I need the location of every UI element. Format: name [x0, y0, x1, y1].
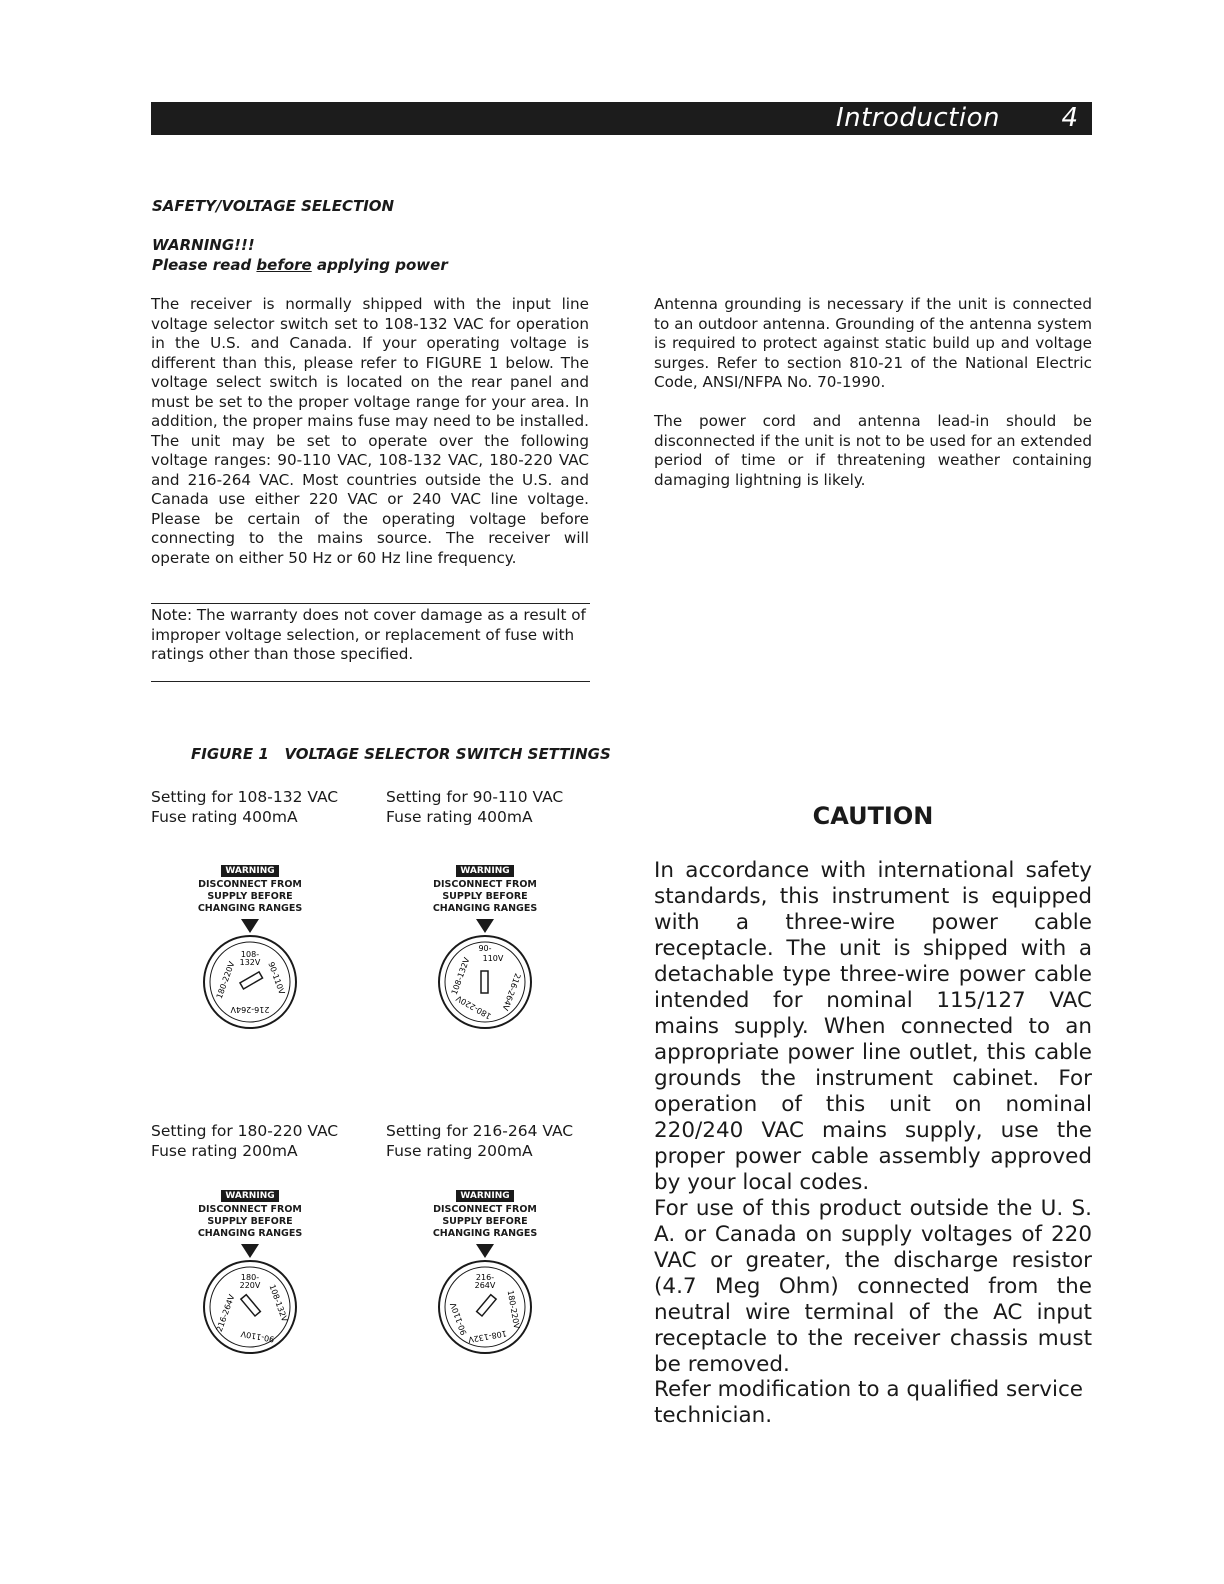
dial-label-left: 90-110V: [448, 1301, 469, 1337]
switch-slot: [477, 1295, 497, 1316]
dial-label-right: 180-220V: [505, 1289, 522, 1330]
selector-switch: [200, 1242, 300, 1354]
caution-paragraph-1: In accordance with international safety standards, this instrument is equipped with a three-wire power cable receptacle. The unit is shipped with a detachable type three-wire power cable intended for nominal 115/127 VAC mains supply. When connected to an appropriate power line outlet, this cable grounds the instrument cabinet. For operation of this unit on nominal 220/240 VAC mains supply, use the proper power cable assembly approved by your local codes.: [654, 858, 1092, 1195]
warning-line: DISCONNECT FROM: [433, 1204, 537, 1215]
voltage-dial-4: [415, 1190, 555, 1354]
switch-slot: [481, 971, 488, 993]
dial-label-left: 216-264V: [214, 1293, 237, 1333]
dial-label-top: 90-: [478, 944, 492, 953]
warning-line: DISCONNECT FROM: [433, 879, 537, 890]
warning-sub-suffix: applying power: [311, 256, 448, 274]
header-title: Introduction: [835, 103, 1000, 133]
caution-paragraph-3: Refer modification to a qualified service technician.: [654, 1377, 1084, 1428]
note-top-rule: [151, 603, 590, 604]
note-bottom-rule: [151, 681, 590, 682]
warning-line: CHANGING RANGES: [432, 903, 538, 914]
fuse-rating: Fuse rating 200mA: [151, 1141, 298, 1160]
warning-line: DISCONNECT FROM: [198, 879, 302, 890]
grounding-paragraph: Antenna grounding is necessary if the unit is connected to an outdoor antenna. Grounding of the antenna system is required to protect against static build up and voltage surges. Refer to section 810-21 of the National Electric Code, ANSI/NFPA No. 70-1990.: [654, 295, 1092, 391]
caution-paragraph-2: For use of this product outside the U. S. A. or Canada on supply voltages of 220 VAC or greater, the discharge resistor (4.7 Meg Ohm) connected from the neutral wire terminal of the AC input receptacle to the receiver chassis must be removed.: [654, 1196, 1092, 1377]
dial-label-top2: 132V: [239, 958, 261, 967]
warning-line: SUPPLY BEFORE: [442, 1216, 528, 1227]
voltage-dial-2: [415, 865, 555, 1029]
warning-line: CHANGING RANGES: [432, 1228, 538, 1239]
dial-label-top2: 110V: [482, 954, 504, 963]
dial-label-top: 180-: [240, 1273, 260, 1282]
dial-label-right: 216-264V: [500, 972, 523, 1012]
warning-line: SUPPLY BEFORE: [442, 891, 528, 902]
setting-label-2: [386, 788, 563, 827]
dial-label-left: 180-220V: [214, 960, 237, 1000]
warning-badge: WARNING: [456, 1190, 514, 1202]
fuse-rating: Fuse rating 200mA: [386, 1141, 533, 1160]
disconnect-paragraph: The power cord and antenna lead-in should be disconnected if the unit is not to be used for an extended period of time or if threatening weather containing damaging lightning is likely.: [654, 412, 1092, 489]
dial-label-bottom: 108-132V: [467, 1328, 508, 1345]
warning-title: WARNING!!!: [152, 236, 255, 254]
warning-badge: WARNING: [221, 865, 279, 877]
dial-label-bottom: 216-264V: [230, 1005, 270, 1014]
pointer-arrow-icon: [476, 1244, 494, 1258]
warning-text: [180, 1204, 320, 1240]
dial-label-top: 108-: [240, 950, 260, 959]
warning-text: [415, 879, 555, 915]
setting-voltage: Setting for 180-220 VAC: [151, 1122, 339, 1140]
switch-slot: [240, 972, 263, 989]
setting-label-4: [386, 1122, 573, 1161]
warning-line: SUPPLY BEFORE: [207, 1216, 293, 1227]
selector-switch: [435, 917, 535, 1029]
section-title: SAFETY/VOLTAGE SELECTION: [152, 197, 395, 215]
caution-title: CAUTION: [812, 802, 934, 830]
warning-badge: WARNING: [456, 865, 514, 877]
fuse-rating: Fuse rating 400mA: [386, 807, 533, 826]
voltage-dial-1: [180, 865, 320, 1029]
warning-sub-emphasis: before: [256, 256, 312, 274]
setting-label-3: [151, 1122, 338, 1161]
dial-label-top2: 264V: [474, 1281, 496, 1290]
switch-slot: [241, 1295, 261, 1316]
warning-line: CHANGING RANGES: [197, 903, 303, 914]
dial-label-top: 216-: [475, 1273, 495, 1282]
voltage-paragraph: The receiver is normally shipped with the input line voltage selector switch set to 108-132 VAC for operation in the U.S. and Canada. If your operating voltage is different than this, please refer to FIGURE 1 below. The voltage select switch is located on the rear panel and must be set to the proper voltage range for your area. In addition, the proper mains fuse may need to be installed. The unit may be set to operate over the following voltage ranges: 90-110 VAC, 108-132 VAC, 180-220 VAC and 216-264 VAC. Most countries outside the U.S. and Canada use either 220 VAC or 240 VAC line voltage. Please be certain of the operating voltage before connecting to the mains source. The receiver will operate on either 50 Hz or 60 Hz line frequency.: [151, 295, 589, 567]
warning-line: CHANGING RANGES: [197, 1228, 303, 1239]
dial-label-bottom: 90-110V: [240, 1329, 275, 1344]
setting-voltage: Setting for 108-132 VAC: [151, 788, 339, 806]
dial-label-right: 108-132V: [267, 1283, 290, 1323]
dial-label-bottom: 180-220V: [454, 993, 493, 1021]
warranty-note: Note: The warranty does not cover damage as a result of improper voltage selection, or replacement of fuse with ratings other than those specified.: [151, 606, 586, 663]
warning-text: [180, 879, 320, 915]
dial-label-top2: 220V: [239, 1281, 261, 1290]
warning-badge: WARNING: [221, 1190, 279, 1202]
dial-label-left: 108-132V: [449, 956, 472, 996]
fuse-rating: Fuse rating 400mA: [151, 807, 298, 826]
warning-subtitle: [152, 256, 448, 274]
setting-voltage: Setting for 90-110 VAC: [386, 788, 564, 806]
selector-switch: [200, 917, 300, 1029]
warning-line: SUPPLY BEFORE: [207, 891, 293, 902]
pointer-arrow-icon: [241, 919, 259, 933]
warning-text: [415, 1204, 555, 1240]
warning-sub-prefix: Please read: [152, 256, 257, 274]
dial-label-right: 90-110V: [266, 960, 287, 996]
header-bar: [151, 102, 1092, 135]
pointer-arrow-icon: [241, 1244, 259, 1258]
setting-voltage: Setting for 216-264 VAC: [386, 1122, 574, 1140]
voltage-dial-3: [180, 1190, 320, 1354]
page-number: 4: [1061, 103, 1078, 133]
warning-line: DISCONNECT FROM: [198, 1204, 302, 1215]
selector-switch: [435, 1242, 535, 1354]
pointer-arrow-icon: [476, 919, 494, 933]
figure-title: FIGURE 1 VOLTAGE SELECTOR SWITCH SETTINGS: [191, 745, 611, 763]
setting-label-1: [151, 788, 338, 827]
